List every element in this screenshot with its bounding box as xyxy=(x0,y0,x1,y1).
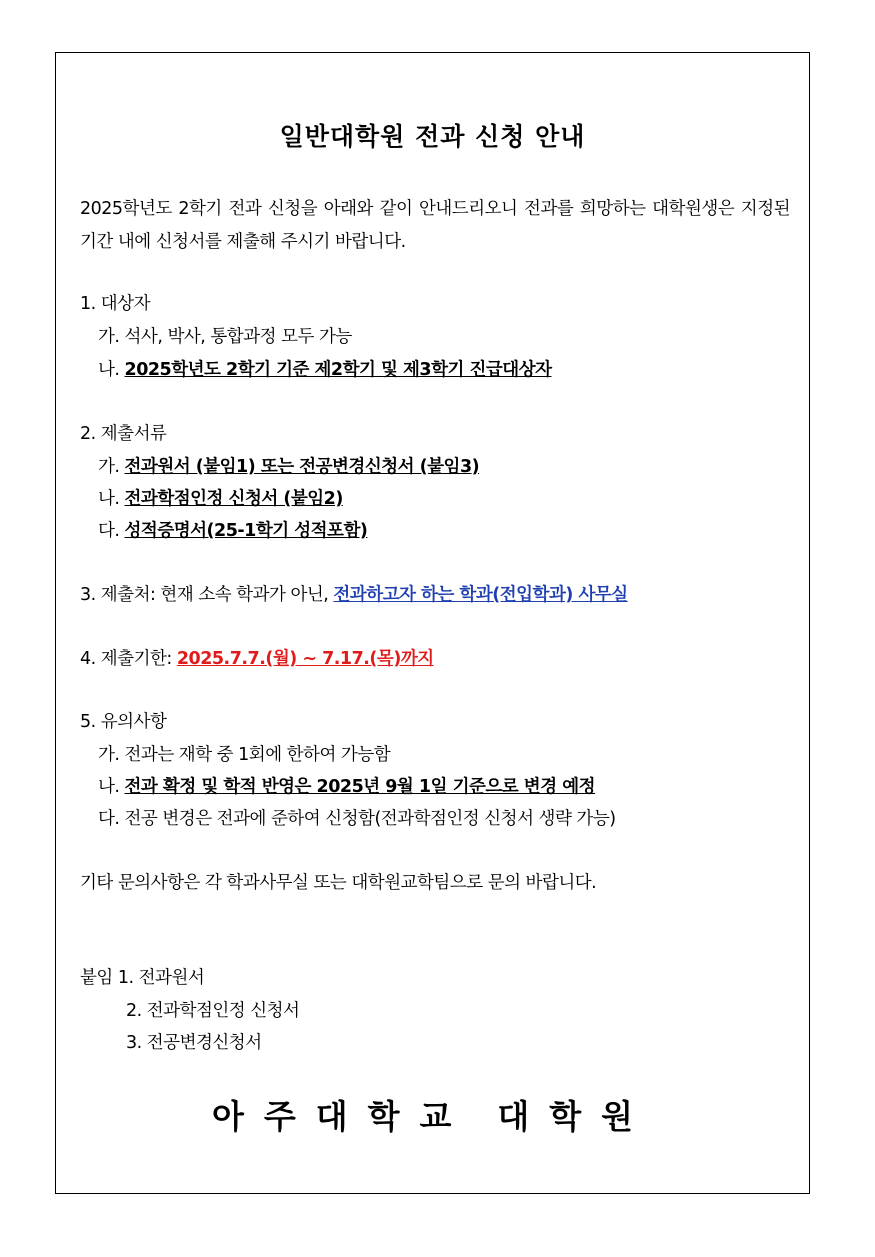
issuer-signature xyxy=(56,1091,809,1138)
item-text: 전과원서 (붙임1) 또는 전공변경신청서 (붙임3) xyxy=(124,457,480,477)
item-prefix: 다. xyxy=(98,521,125,541)
attachment-1: 붙임 1. 전과원서 xyxy=(80,968,205,988)
section-5-item-b xyxy=(98,775,595,799)
deadline-value: 2025.7.7.(월) ~ 7.17.(목)까지 xyxy=(176,649,434,669)
section-2-item-a xyxy=(98,455,479,479)
section-3-submission-place xyxy=(80,583,628,607)
item-text: 석사, 박사, 통합과정 모두 가능 xyxy=(124,327,352,347)
graduate-school-name: 대학원 xyxy=(497,1097,654,1136)
section-2-item-c xyxy=(98,519,367,543)
item-text: 전공 변경은 전과에 준하여 신청함(전과학점인정 신청서 생략 가능) xyxy=(124,809,616,829)
item-text: 전과 확정 및 학적 반영은 2025년 9월 1일 기준으로 변경 예정 xyxy=(124,777,596,797)
university-name: 아주대학교 xyxy=(211,1097,472,1136)
item-text: 전과학점인정 신청서 (붙임2) xyxy=(124,489,343,509)
section-1-heading: 1. 대상자 xyxy=(80,294,150,314)
item-prefix: 나. xyxy=(98,360,125,380)
item-text: 성적증명서(25-1학기 성적포함) xyxy=(124,521,368,541)
section-2-heading: 2. 제출서류 xyxy=(80,424,167,444)
section-5-heading: 5. 유의사항 xyxy=(80,712,167,732)
section-1-item-a xyxy=(98,325,352,349)
item-prefix: 가. xyxy=(98,745,125,765)
submission-place-label: 3. 제출처: 현재 소속 학과가 아닌, xyxy=(80,585,334,605)
closing-note: 기타 문의사항은 각 학과사무실 또는 대학원교학팀으로 문의 바랍니다. xyxy=(80,873,597,893)
item-prefix: 나. xyxy=(98,777,125,797)
attachment-2: 2. 전과학점인정 신청서 xyxy=(126,1001,300,1021)
item-prefix: 가. xyxy=(98,327,125,347)
document-title: 일반대학원 전과 신청 안내 xyxy=(279,122,586,151)
item-text: 2025학년도 2학기 기준 제2학기 및 제3학기 진급대상자 xyxy=(124,360,552,380)
deadline-label: 4. 제출기한: xyxy=(80,649,177,669)
section-2-item-b xyxy=(98,487,343,511)
item-text: 전과는 재학 중 1회에 한하여 가능함 xyxy=(124,745,391,765)
item-prefix: 가. xyxy=(98,457,125,477)
submission-place-value: 전과하고자 하는 학과(전입학과) 사무실 xyxy=(333,585,628,605)
section-5-item-a xyxy=(98,743,390,767)
intro-paragraph: 2025학년도 2학기 전과 신청을 아래와 같이 안내드리오니 전과를 희망하는 대학원생은 지정된 기간 내에 신청서를 제출해 주시기 바랍니다. xyxy=(80,199,790,252)
document-frame xyxy=(55,52,810,1194)
item-prefix: 나. xyxy=(98,489,125,509)
section-4-deadline xyxy=(80,647,434,671)
item-prefix: 다. xyxy=(98,809,125,829)
section-1-item-b xyxy=(98,358,552,382)
section-5-item-c xyxy=(98,807,616,831)
attachment-3: 3. 전공변경신청서 xyxy=(126,1033,262,1053)
